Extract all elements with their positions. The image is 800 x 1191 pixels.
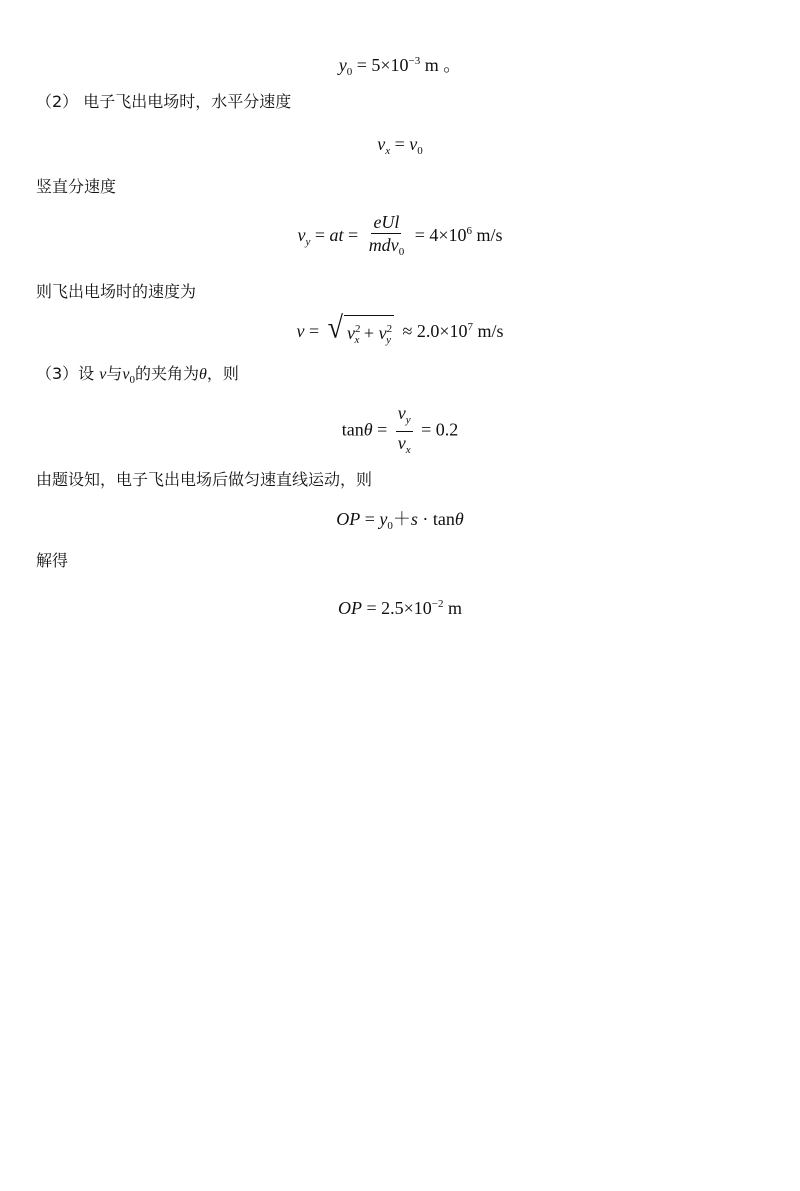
subscript-0: 0 xyxy=(387,520,393,532)
subscript-x: x xyxy=(405,444,411,456)
exponent: 6 xyxy=(466,225,472,238)
denominator xyxy=(396,432,413,460)
subscript-0: 0 xyxy=(417,145,423,157)
angle-text: 的夹角为 xyxy=(135,364,200,383)
equals-sign: = xyxy=(304,321,324,342)
plus-sign: ＋ xyxy=(392,509,411,529)
subscript-0: 0 xyxy=(346,66,353,78)
equals-sign: = xyxy=(310,225,330,246)
uniform-motion-label: 由题设知，电子飞出电场后做匀速直线运动，则 xyxy=(36,470,373,489)
tan-function: tan xyxy=(341,419,364,440)
radicand xyxy=(344,315,394,351)
conjunction: 与 xyxy=(106,364,123,383)
subscript-y: y xyxy=(405,414,411,426)
radical-sign-icon: √ xyxy=(327,311,344,346)
symbol-v: v xyxy=(297,225,306,246)
numerator: eUl xyxy=(373,212,400,232)
equation-op-expression xyxy=(0,507,800,538)
part-3-heading xyxy=(36,364,239,390)
equals-sign: = xyxy=(343,225,363,246)
equation-op-result xyxy=(0,592,800,620)
symbol-v: v xyxy=(347,323,356,343)
symbol-y: y xyxy=(338,55,347,75)
exponent: −2 xyxy=(431,598,444,610)
subscript-x: x xyxy=(354,334,360,346)
symbol-v: v xyxy=(377,134,386,154)
exponent: 7 xyxy=(467,321,473,334)
equation-v xyxy=(0,311,800,351)
approx-value: ≈ 2.0×10 xyxy=(397,321,468,342)
fraction xyxy=(396,403,413,460)
equals-sign: = xyxy=(360,509,380,529)
solve-label: 解得 xyxy=(36,551,69,570)
symbol-s: s xyxy=(410,509,418,529)
symbol-v: v xyxy=(296,321,305,342)
symbol-op: OP xyxy=(337,598,362,618)
equation-y0 xyxy=(0,49,800,84)
vertical-velocity-label: 竖直分速度 xyxy=(36,177,117,196)
denominator xyxy=(367,234,407,262)
symbol-y: y xyxy=(379,509,388,529)
symbol-v: v xyxy=(397,433,406,453)
part-2-heading: （2） 电子飞出电场时，水平分速度 xyxy=(36,92,292,111)
symbol-v: v xyxy=(378,323,387,343)
equation-vx xyxy=(0,132,800,163)
denominator-text: mdv xyxy=(368,235,399,255)
equals-sign: = xyxy=(390,134,410,154)
square-root xyxy=(327,311,394,351)
then-text: ，则 xyxy=(206,364,239,383)
symbol-v: v xyxy=(409,134,418,154)
symbol-theta: θ xyxy=(363,419,373,440)
plus-sign: + xyxy=(359,323,379,343)
symbol-v: v xyxy=(99,366,107,383)
unit: m/s xyxy=(472,321,504,342)
symbol-theta: θ xyxy=(199,366,207,383)
exponent: 2 xyxy=(386,323,393,335)
exit-velocity-label: 则飞出电场时的速度为 xyxy=(36,282,197,301)
equation-tan xyxy=(0,403,800,460)
part-3-prefix: （3）设 xyxy=(36,364,95,383)
equals-value: = 4×10 xyxy=(410,225,467,246)
symbol-theta: θ xyxy=(454,509,464,529)
equals-value: = 2.5×10 xyxy=(361,598,432,618)
subscript-y: y xyxy=(386,334,391,346)
subscript-x: x xyxy=(385,145,391,157)
subscript-0: 0 xyxy=(129,374,136,386)
subscript-0: 0 xyxy=(398,246,405,258)
subscript-y: y xyxy=(305,236,311,249)
equation-vy xyxy=(0,212,800,262)
exponent: −3 xyxy=(408,55,421,67)
equals-value: = 5×10 xyxy=(352,55,409,75)
unit: m xyxy=(443,598,463,618)
numerator xyxy=(396,403,413,432)
fraction xyxy=(367,212,407,262)
term-at: at xyxy=(329,225,344,246)
unit: m 。 xyxy=(420,55,462,75)
symbol-v: v xyxy=(122,366,130,383)
dot-tan: · tan xyxy=(417,509,455,529)
equals-value: = 0.2 xyxy=(416,419,459,440)
symbol-v: v xyxy=(397,403,406,423)
equals-sign: = xyxy=(372,419,392,440)
unit: m/s xyxy=(472,225,503,246)
symbol-op: OP xyxy=(336,509,361,529)
exponent: 2 xyxy=(355,323,361,335)
